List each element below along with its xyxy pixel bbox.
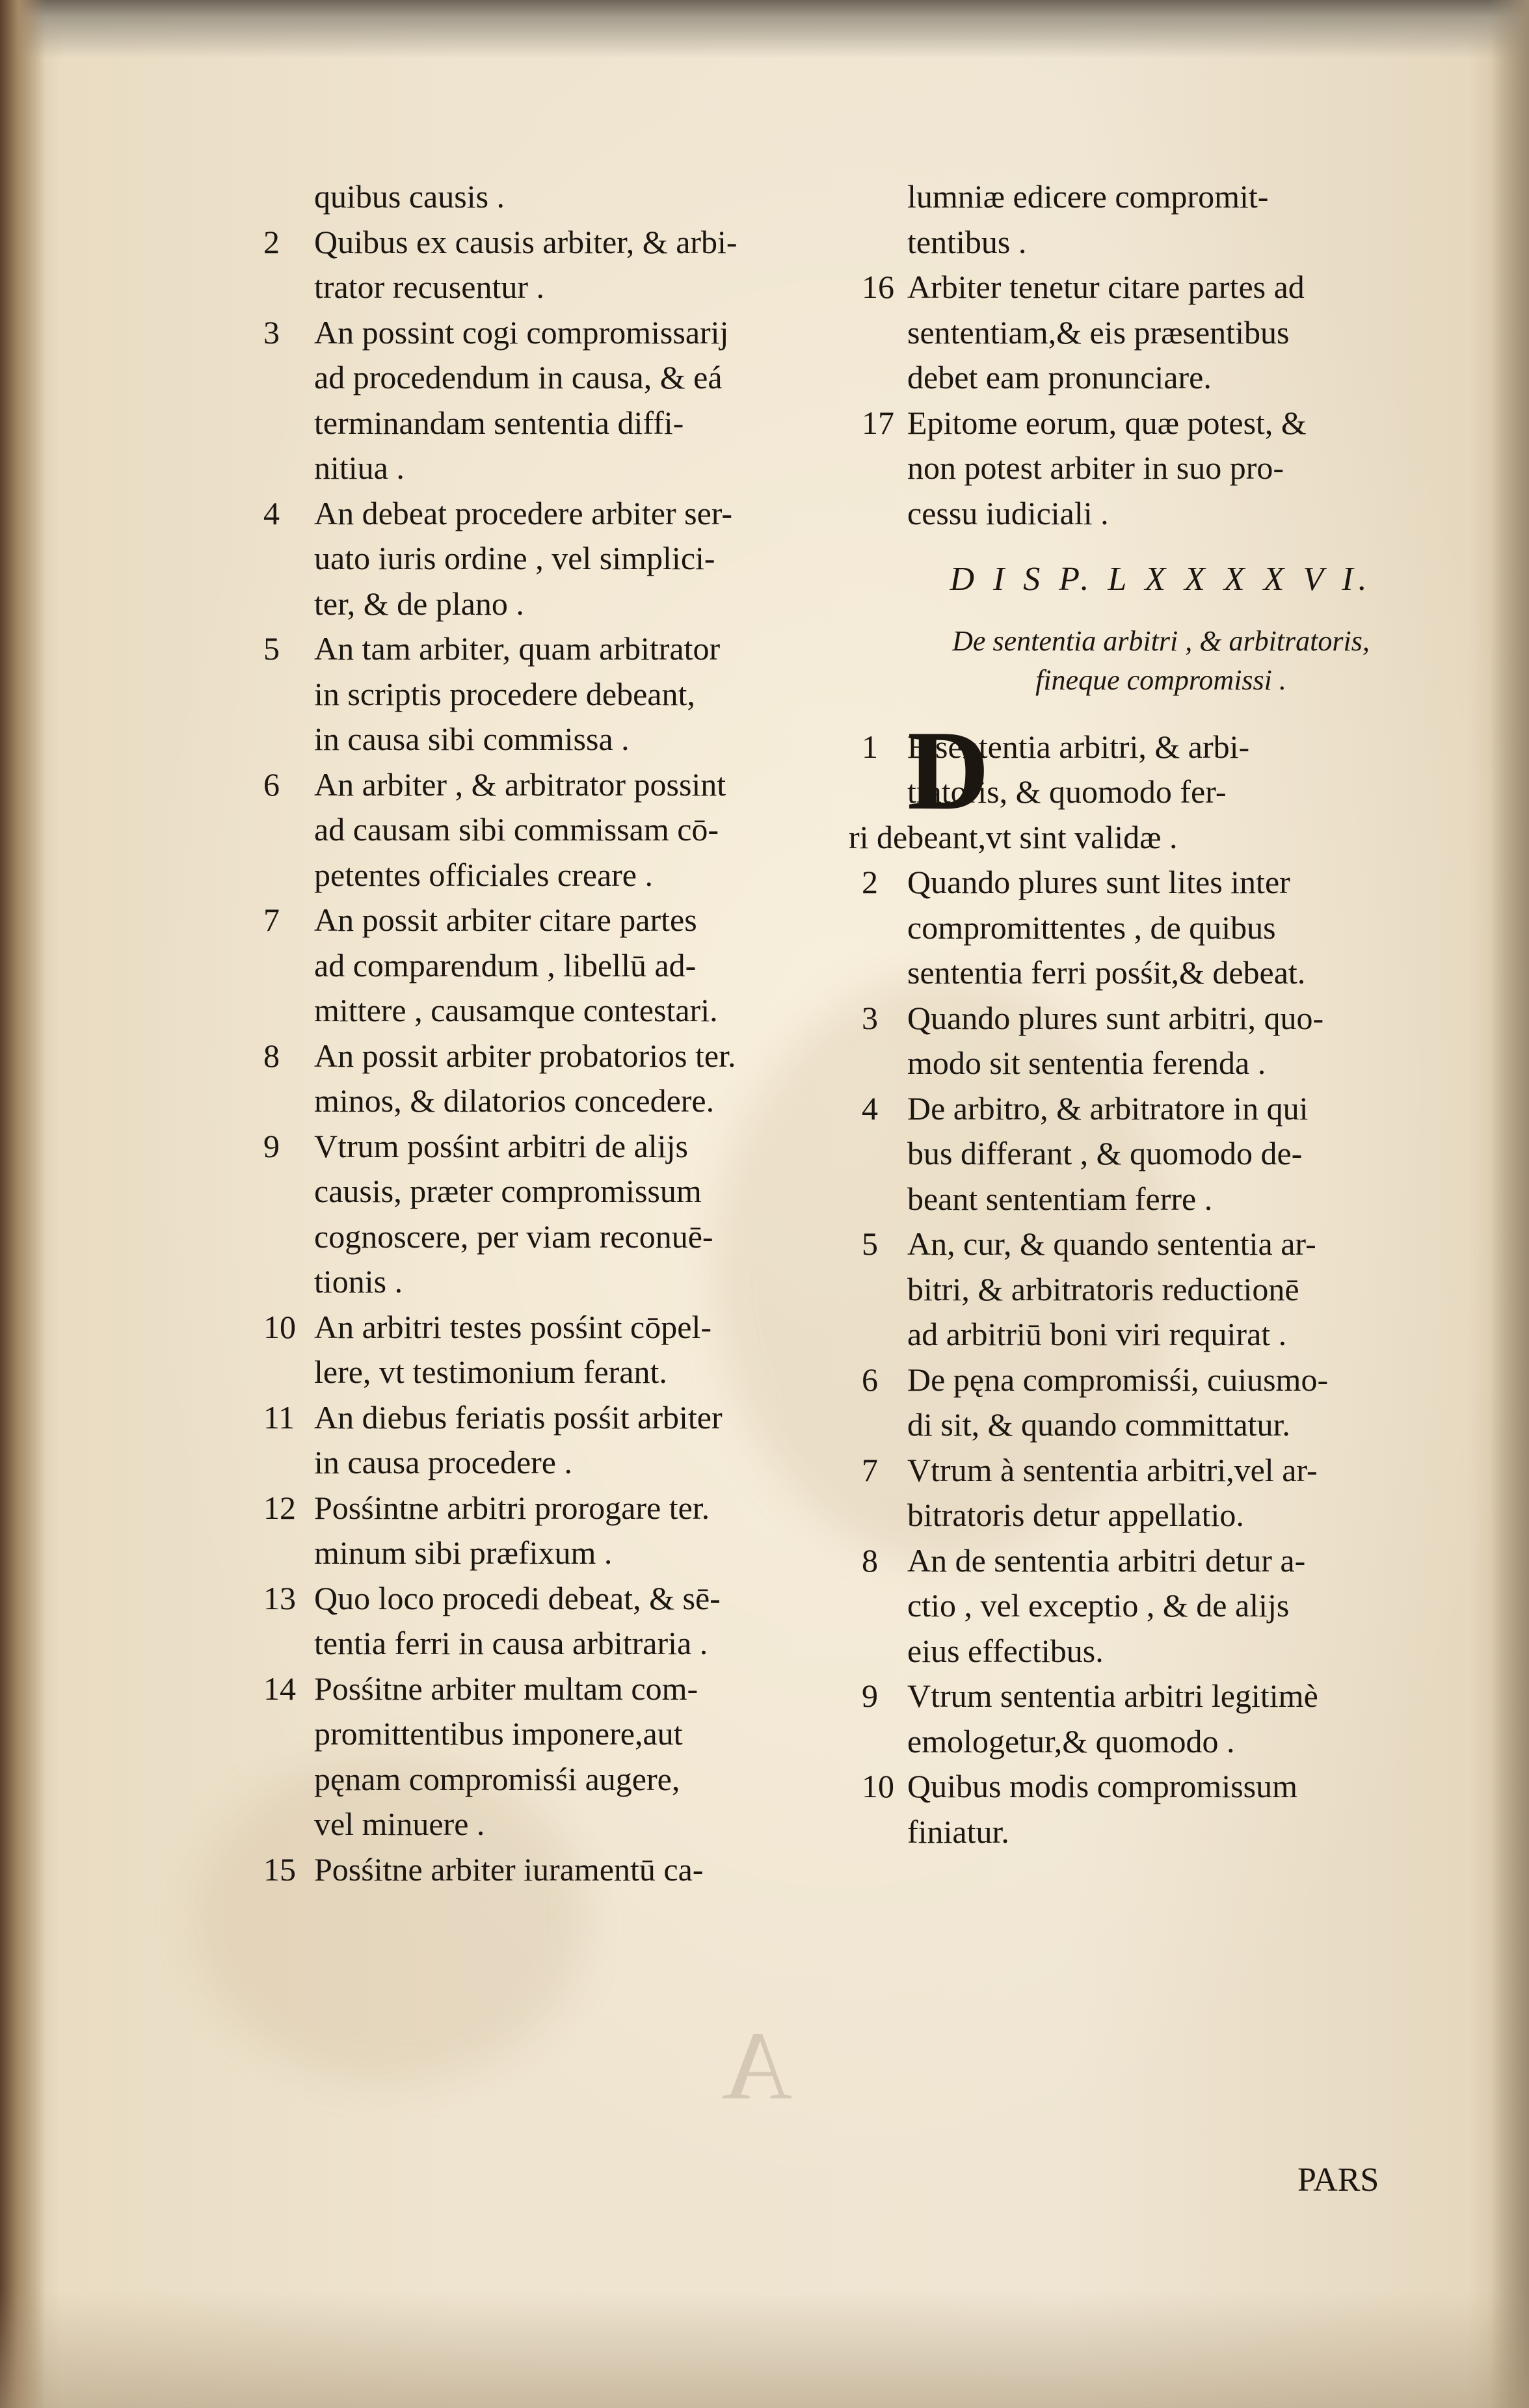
item-line: di sit, & quando committatur. — [907, 1406, 1290, 1443]
bleed-through-initial: A — [722, 2012, 793, 2120]
item-line: debet eam pronunciare. — [907, 359, 1212, 395]
item-line: Quando plures sunt arbitri, quo- — [907, 999, 1324, 1036]
disputation-subtitle — [862, 622, 1460, 700]
item-number: 3 — [263, 314, 280, 351]
list-item — [263, 1034, 842, 1124]
item-line: ri debeant,vt sint validæ . — [849, 818, 1178, 855]
item-line: lere, vt testimonium ferant. — [314, 1354, 667, 1390]
item-line: lumniæ edicere compromit- — [907, 178, 1269, 215]
item-line: De pęna compromisśi, cuiusmo- — [907, 1361, 1329, 1398]
item-line: An diebus feriatis posśit arbiter — [314, 1398, 723, 1436]
list-item — [263, 1395, 842, 1486]
item-line: tionis . — [314, 1263, 403, 1300]
list-item — [263, 626, 842, 762]
item-line: De arbitro, & arbitratore in qui — [907, 1090, 1309, 1127]
list-item — [862, 401, 1460, 537]
item-line: Quando plures sunt lites inter — [907, 864, 1290, 900]
list-item — [862, 996, 1460, 1086]
item-line: An de sententia arbitri detur a- — [907, 1542, 1306, 1579]
item-line: E sententia arbitri, & arbi- — [907, 728, 1250, 765]
item-number: 10 — [263, 1308, 296, 1345]
item-number: 11 — [263, 1398, 295, 1436]
list-item — [862, 265, 1460, 401]
item-line: Vtrum posśint arbitri de alijs — [314, 1127, 688, 1164]
subtitle-line: fineque compromissi . — [1035, 663, 1286, 696]
item-line: cognoscere, per viam reconuē- — [314, 1218, 713, 1255]
item-number: 13 — [263, 1579, 296, 1616]
list-item — [862, 1764, 1460, 1854]
list-item — [862, 860, 1460, 996]
list-item — [862, 1222, 1460, 1358]
list-item — [862, 1448, 1460, 1538]
list-item — [263, 762, 842, 898]
left-column — [263, 174, 842, 1892]
item-line: nitiua . — [314, 449, 405, 486]
item-number: 2 — [263, 223, 280, 260]
item-line: Arbiter tenetur citare partes ad — [907, 269, 1305, 305]
item-line: modo sit sententia ferenda . — [907, 1045, 1266, 1081]
item-number: 10 — [862, 1768, 894, 1804]
item-line: causis, præter compromissum — [314, 1173, 702, 1209]
catchword: PARS — [1297, 2161, 1379, 2199]
item-line: Epitome eorum, quæ potest, & — [907, 404, 1307, 441]
disputation-heading: D I S P. L X X X X V I. — [950, 561, 1372, 598]
item-line: eius effectibus. — [907, 1632, 1104, 1669]
item-line: in causa sibi commissa . — [314, 721, 630, 757]
item-line: Posśitne arbiter iuramentū ca- — [314, 1851, 704, 1888]
item-line: sententia ferri posśit,& debeat. — [907, 954, 1306, 991]
item-line: petentes officiales creare . — [314, 856, 653, 893]
item-line: terminandam sententia diffi- — [314, 404, 684, 441]
item-line: non potest arbiter in suo pro- — [907, 449, 1284, 486]
item-number: 15 — [263, 1851, 296, 1888]
list-item — [263, 220, 842, 310]
item-number: 9 — [263, 1127, 280, 1164]
item-line: trator recusentur . — [314, 269, 545, 305]
item-line: ad procedendum in causa, & eá — [314, 359, 723, 395]
list-item — [862, 1674, 1460, 1764]
item-number: 12 — [263, 1489, 296, 1526]
item-line: ter, & de plano . — [314, 585, 524, 622]
item-line: finiatur. — [907, 1813, 1009, 1850]
item-number: 2 — [862, 864, 878, 900]
item-line: An arbiter , & arbitrator possint — [314, 766, 726, 803]
item-line: Posśitne arbiter multam com- — [314, 1670, 698, 1707]
item-line: tentia ferri in causa arbitraria . — [314, 1625, 708, 1661]
item-line: ad causam sibi commissam cō- — [314, 811, 719, 848]
item-number: 3 — [862, 999, 878, 1036]
item-number: 14 — [263, 1670, 296, 1707]
list-item — [263, 1305, 842, 1395]
item-line: beant sententiam ferre . — [907, 1180, 1213, 1217]
page-gutter-edge — [0, 0, 46, 2408]
item-line: bitri, & arbitratoris reductionē — [907, 1270, 1299, 1307]
item-line: bus differant , & quomodo de- — [907, 1135, 1303, 1171]
list-item — [263, 898, 842, 1034]
item-line: ad comparendum , libellū ad- — [314, 946, 697, 983]
list-item — [263, 1576, 842, 1666]
item-line: An debeat procedere arbiter ser- — [314, 494, 733, 531]
item-number: 16 — [862, 269, 894, 305]
item-number: 8 — [862, 1542, 878, 1579]
item-line: in causa procedere . — [314, 1444, 572, 1480]
list-item — [263, 1847, 842, 1893]
item-line: in scriptis procedere debeant, — [314, 675, 695, 712]
item-number: 4 — [263, 494, 280, 531]
item-line: bitratoris detur appellatio. — [907, 1497, 1244, 1533]
list-item — [862, 1538, 1460, 1674]
item-number: 6 — [263, 766, 280, 803]
item-line: Quibus ex causis arbiter, & arbi- — [314, 223, 738, 260]
item-line: Quo loco procedi debeat, & sē- — [314, 1579, 721, 1616]
list-item — [263, 1124, 842, 1305]
item-line: Posśintne arbitri prorogare ter. — [314, 1489, 710, 1526]
item-number: 7 — [263, 902, 280, 938]
item-number: 9 — [862, 1678, 878, 1714]
item-line: Vtrum sententia arbitri legitimè — [907, 1678, 1318, 1714]
item-line: An arbitri testes posśint cōpel- — [314, 1308, 711, 1345]
item-number: 7 — [862, 1451, 878, 1488]
drop-cap: D — [907, 706, 990, 833]
item-number: 17 — [862, 404, 894, 441]
list-item — [263, 1666, 842, 1847]
item-line: An, cur, & quando sententia ar- — [907, 1225, 1316, 1262]
item-line: quibus causis . — [314, 178, 505, 215]
item-line: pęnam compromisśi augere, — [314, 1760, 680, 1797]
item-line: tentibus . — [907, 223, 1027, 260]
page-right-edge — [1490, 0, 1529, 2408]
item-line: compromittentes , de quibus — [907, 909, 1276, 946]
item-number: 4 — [862, 1090, 878, 1127]
item-number: 8 — [263, 1037, 280, 1074]
item-line: mittere , causamque contestari. — [314, 992, 718, 1028]
item-line: uato iuris ordine , vel simplici- — [314, 540, 715, 576]
item-line: cessu iudiciali . — [907, 494, 1109, 531]
list-item — [862, 1358, 1460, 1448]
item-number: 5 — [862, 1225, 878, 1262]
list-item — [263, 310, 842, 491]
item-line: An possit arbiter probatorios ter. — [314, 1037, 736, 1074]
list-item-first — [849, 706, 1460, 861]
item-line: tratoris, & quomodo fer- — [907, 773, 1227, 810]
right-column — [849, 174, 1460, 1854]
item-line: emologetur,& quomodo . — [907, 1722, 1235, 1759]
item-number: 5 — [263, 630, 280, 667]
page-top-edge — [0, 0, 1529, 59]
item-line: Quibus modis compromissum — [907, 1768, 1298, 1804]
list-item — [862, 174, 1460, 265]
item-number: 6 — [862, 1361, 878, 1398]
item-number: 1 — [862, 728, 878, 765]
list-item — [862, 1086, 1460, 1222]
list-item — [263, 491, 842, 627]
subtitle-line: De sententia arbitri , & arbitratoris, — [952, 624, 1370, 657]
item-line: sententiam,& eis præsentibus — [907, 314, 1290, 351]
item-line: promittentibus imponere,aut — [314, 1715, 683, 1752]
item-line: An possit arbiter citare partes — [314, 902, 697, 938]
item-line: minum sibi præfixum . — [314, 1534, 613, 1571]
item-line: Vtrum à sententia arbitri,vel ar- — [907, 1451, 1318, 1488]
list-item — [263, 1486, 842, 1576]
list-item — [263, 174, 842, 220]
item-line: ctio , vel exceptio , & de alijs — [907, 1587, 1290, 1624]
item-line: ad arbitriū boni viri requirat . — [907, 1316, 1287, 1352]
item-line: An tam arbiter, quam arbitrator — [314, 630, 721, 667]
item-line: An possint cogi compromissarij — [314, 314, 729, 351]
item-line: vel minuere . — [314, 1806, 485, 1842]
item-line: minos, & dilatorios concedere. — [314, 1082, 715, 1119]
page-bottom-shade — [0, 2291, 1529, 2408]
